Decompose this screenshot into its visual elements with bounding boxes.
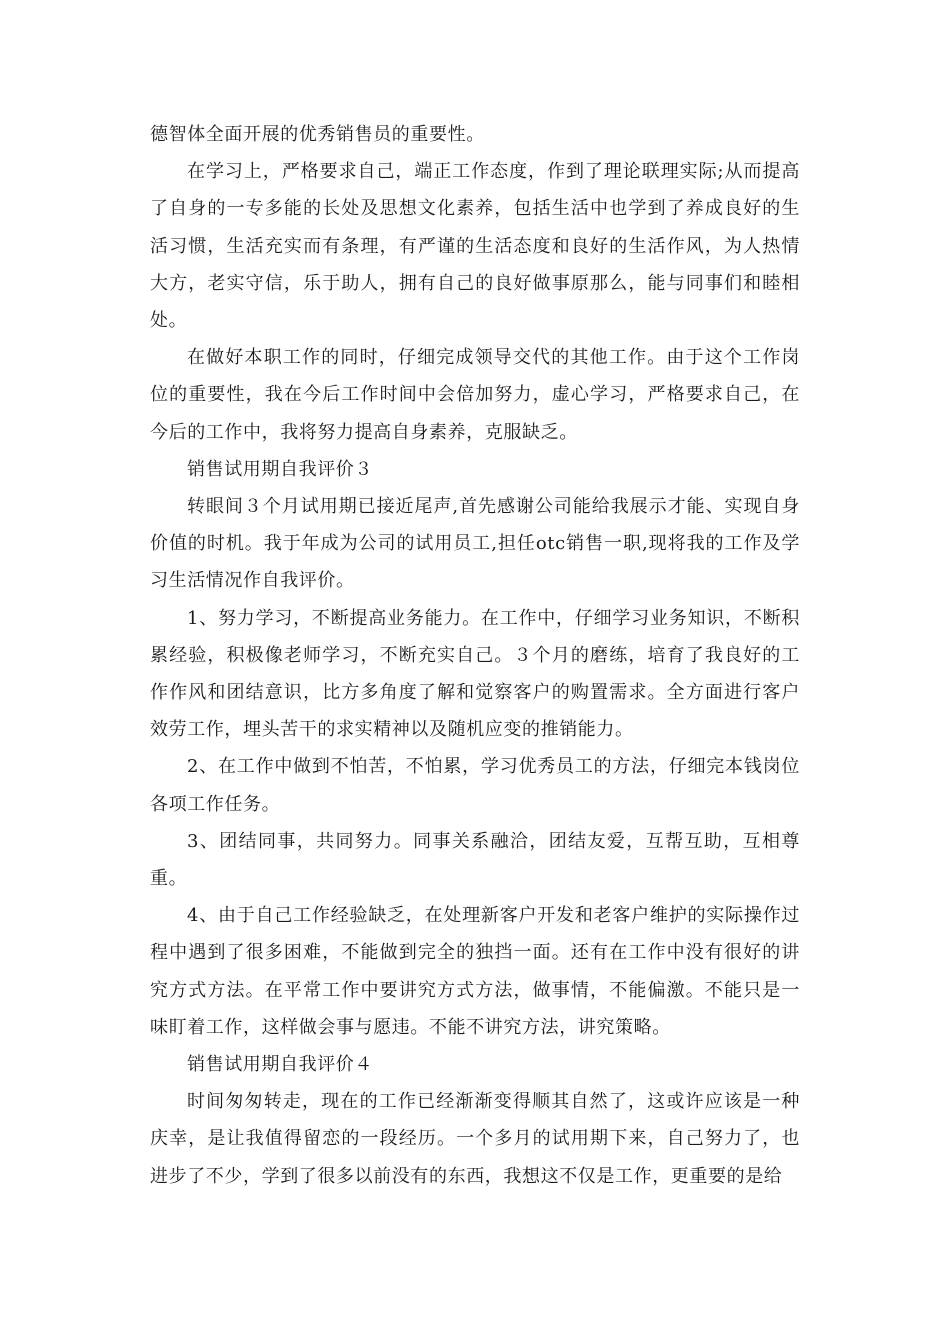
paragraph-continuation: 德智体全面开展的优秀销售员的重要性。 (150, 124, 485, 145)
paragraph-point-4: 4、由于自己工作经验缺乏，在处理新客户开发和老客户维护的实际操作过程中遇到了很多困难，不能做到完全的独挡一面。还有在工作中没有很好的讲究方式方法。在平常工作中要讲究方式方法，做事情，不能偏激。不能只是一味盯着工作，这样做会事与愿违。不能不讲究方法，讲究策略。 (150, 905, 800, 1038)
paragraph-point-2: 2、在工作中做到不怕苦，不怕累，学习优秀员工的方法，仔细完本钱岗位各项工作任务。 (150, 756, 800, 815)
section-heading-3: 销售试用期自我评价３ (187, 458, 373, 480)
paragraph-work-duties: 在做好本职工作的同时，仔细完成领导交代的其他工作。由于这个工作岗位的重要性，我在今后工作时间中会倍加努力，虚心学习，严格要求自己，在今后的工作中，我将努力提高自身素养，克服缺乏。 (150, 347, 800, 443)
section-heading-4: 销售试用期自我评价４ (187, 1054, 373, 1076)
paragraph-probation-intro: 转眼间３个月试用期已接近尾声,首先感谢公司能给我展示才能、实现自身价值的时机。我于年成为公司的试用员工,担任otc销售一职,现将我的工作及学习生活情况作自我评价。 (150, 496, 800, 592)
paragraph-study-attitude: 在学习上，严格要求自己，端正工作态度，作到了理论联理实际;从而提高了自身的一专多能的长处及思想文化素养，包括生活中也学到了养成良好的生活习惯，生活充实而有条理，有严谨的生活态度和良好的生活作风，为人热情大方，老实守信，乐于助人，拥有自己的良好做事原那么，能与同事们和睦相处。 (150, 161, 800, 332)
paragraph-point-1: 1、努力学习，不断提高业务能力。在工作中，仔细学习业务知识，不断积累经验，积极像老师学习，不断充实自己。３个月的磨练，培育了我良好的工作作风和团结意识，比方多角度了解和觉察客户的购置需求。全方面进行客户效劳工作，埋头苦干的求实精神以及随机应变的推销能力。 (150, 607, 800, 741)
paragraph-point-3: 3、团结同事，共同努力。同事关系融洽，团结友爱，互帮互助，互相尊重。 (150, 830, 800, 890)
document-body (150, 116, 800, 1195)
paragraph-time-passes: 时间匆匆转走，现在的工作已经渐渐变得顺其自然了，这或许应该是一种庆幸，是让我值得留恋的一段经历。一个多月的试用期下来，自己努力了，也进步了不少，学到了很多以前没有的东西，我想这不仅是工作，更重要的是给 (150, 1091, 800, 1187)
